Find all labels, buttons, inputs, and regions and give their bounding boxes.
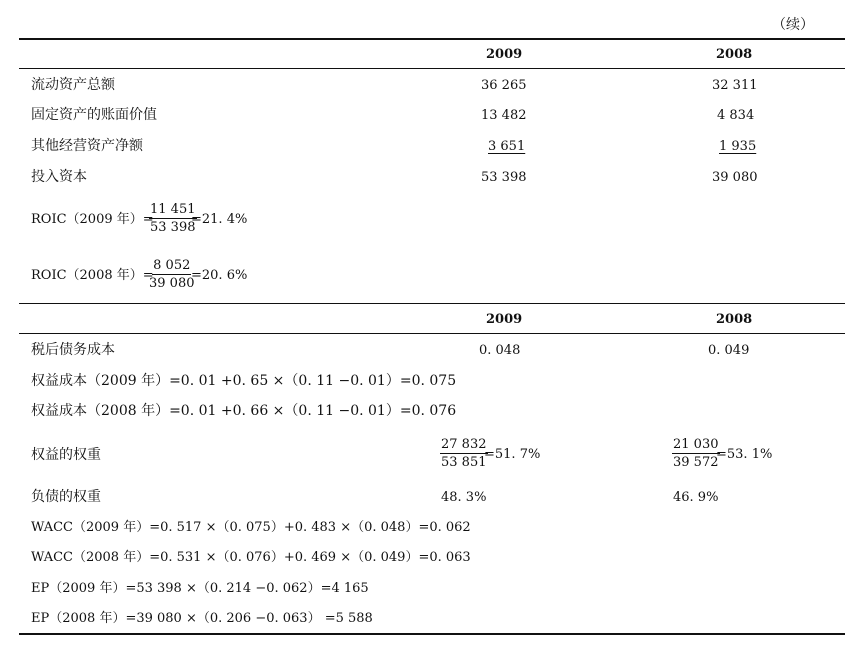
roic-2008-fraction bbox=[149, 259, 195, 290]
ep-2008-formula: EP（2008 年）=39 080 ×（0. 206 −0. 063） =5 588 bbox=[31, 611, 373, 626]
equity-weight-2009-fraction bbox=[440, 438, 488, 469]
equity-weight-2008-denominator: 39 572 bbox=[673, 455, 719, 470]
wacc-2009-formula: WACC（2009 年）=0. 517 ×（0. 075）+0. 483 ×（0. 048）=0. 062 bbox=[31, 520, 471, 535]
roic-2009-denominator: 53 398 bbox=[150, 220, 196, 235]
roic-2009-numerator: 11 451 bbox=[150, 202, 196, 217]
wacc-2008-formula: WACC（2008 年）=0. 531 ×（0. 076）+0. 469 ×（0. 049）=0. 063 bbox=[31, 550, 471, 565]
debt-weight-2009: 48. 3% bbox=[441, 490, 487, 505]
t2-header-rule bbox=[19, 333, 845, 334]
t1-year-2008: 2008 bbox=[716, 47, 753, 62]
equity-weight-2008-numerator: 21 030 bbox=[673, 437, 719, 452]
roic-2008-result: =20. 6% bbox=[191, 268, 248, 283]
row-label-invested-capital: 投入资本 bbox=[31, 169, 87, 185]
continued-label: （续） bbox=[772, 17, 814, 33]
roic-2009-prefix: ROIC（2009 年）= bbox=[31, 212, 154, 227]
t1-year-2009: 2009 bbox=[486, 47, 523, 62]
equity-weight-2008-result: =53. 1% bbox=[716, 447, 773, 462]
equity-weight-2009-numerator: 27 832 bbox=[441, 437, 487, 452]
t2-year-2009: 2009 bbox=[486, 312, 523, 327]
other-assets-2009: 3 651 bbox=[488, 139, 526, 154]
debt-weight-2008: 46. 9% bbox=[673, 490, 719, 505]
roic-2009-result: =21. 4% bbox=[191, 212, 248, 227]
roic-2009-fraction bbox=[149, 203, 197, 234]
debt-cost-2008: 0. 049 bbox=[708, 343, 750, 358]
current-assets-2008: 32 311 bbox=[712, 78, 758, 93]
other-assets-2008: 1 935 bbox=[719, 139, 757, 154]
row-label-equity-weight: 权益的权重 bbox=[31, 447, 101, 463]
top-rule bbox=[19, 38, 845, 40]
t1-header-rule bbox=[19, 68, 845, 69]
fixed-assets-2008: 4 834 bbox=[717, 108, 755, 123]
equity-weight-2009-denominator: 53 851 bbox=[441, 455, 487, 470]
invested-capital-2008: 39 080 bbox=[712, 170, 758, 185]
roic-2008-prefix: ROIC（2008 年）= bbox=[31, 268, 154, 283]
equity-weight-2009-result: =51. 7% bbox=[484, 447, 541, 462]
section-rule bbox=[19, 303, 845, 304]
ep-2009-formula: EP（2009 年）=53 398 ×（0. 214 −0. 062）=4 165 bbox=[31, 581, 369, 596]
roic-2008-numerator: 8 052 bbox=[153, 258, 191, 273]
current-assets-2009: 36 265 bbox=[481, 78, 527, 93]
t2-year-2008: 2008 bbox=[716, 312, 753, 327]
row-label-debt-weight: 负债的权重 bbox=[31, 489, 101, 505]
equity-cost-2009-formula: 权益成本（2009 年）=0. 01 +0. 65 ×（0. 11 −0. 01）=0. 075 bbox=[31, 373, 457, 389]
debt-cost-2009: 0. 048 bbox=[479, 343, 521, 358]
row-label-other-assets: 其他经营资产净额 bbox=[31, 138, 143, 154]
row-label-debt-cost: 税后债务成本 bbox=[31, 342, 115, 358]
bottom-rule bbox=[19, 633, 845, 635]
row-label-current-assets: 流动资产总额 bbox=[31, 77, 115, 93]
equity-weight-2008-fraction bbox=[672, 438, 720, 469]
invested-capital-2009: 53 398 bbox=[481, 170, 527, 185]
row-label-fixed-assets: 固定资产的账面价值 bbox=[31, 107, 157, 123]
roic-2008-denominator: 39 080 bbox=[149, 276, 195, 291]
equity-cost-2008-formula: 权益成本（2008 年）=0. 01 +0. 66 ×（0. 11 −0. 01）=0. 076 bbox=[31, 403, 457, 419]
fixed-assets-2009: 13 482 bbox=[481, 108, 527, 123]
